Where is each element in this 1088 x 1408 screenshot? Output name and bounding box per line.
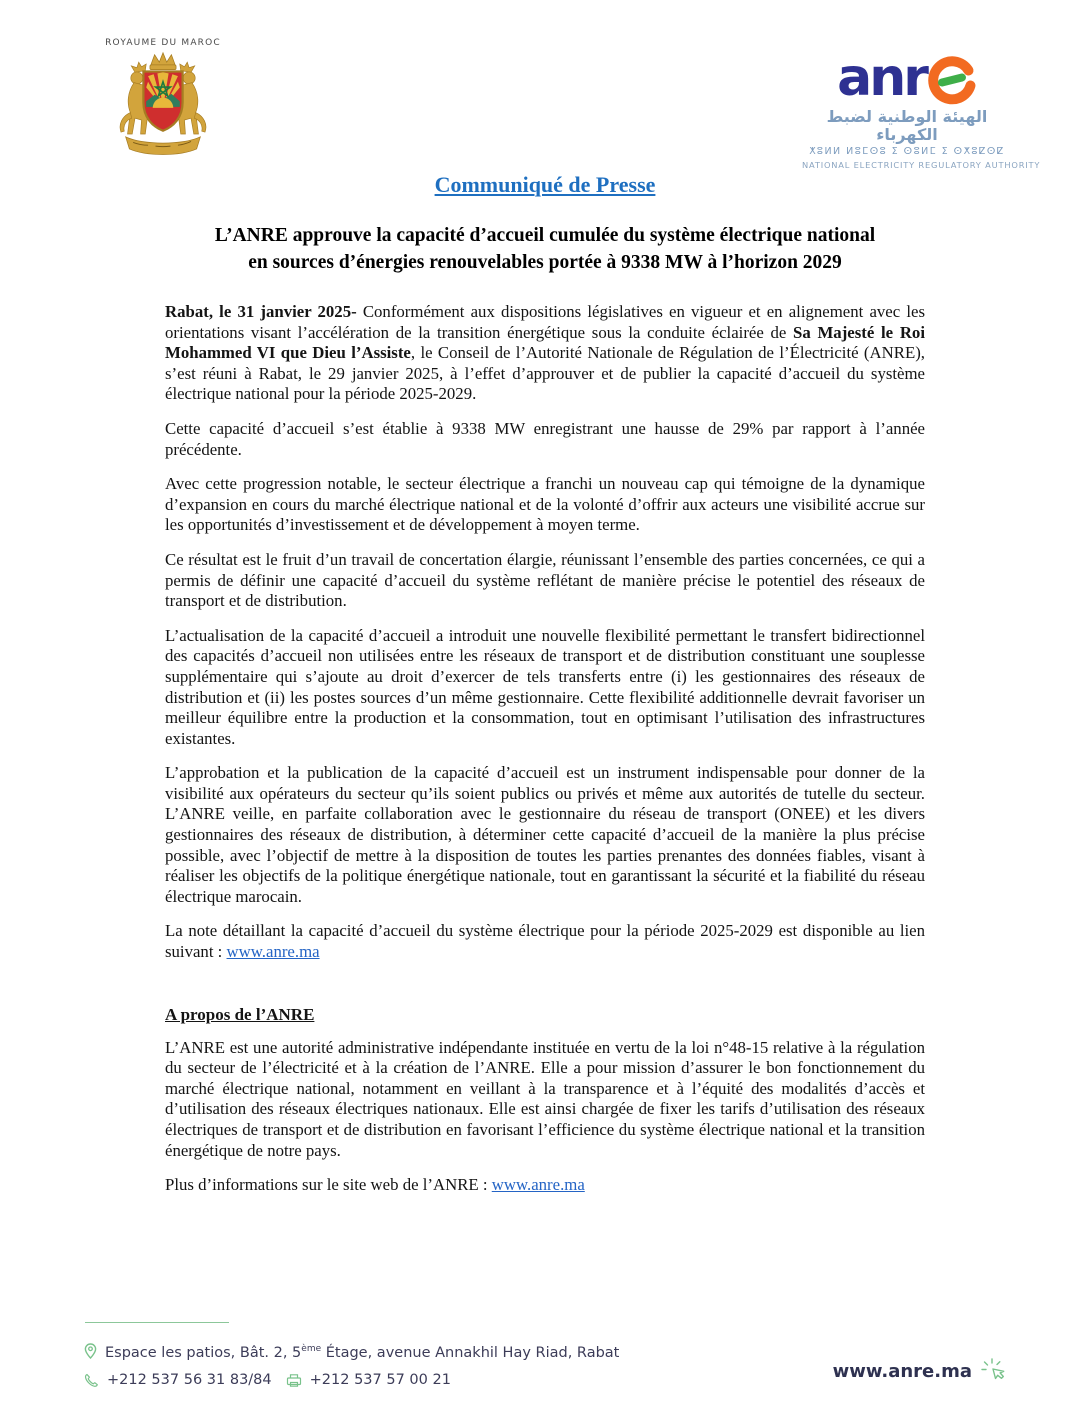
paragraph-note [165,921,925,962]
footer-phone: +212 537 56 31 83/84 [107,1371,272,1388]
footer-website: www.anre.ma [832,1360,972,1382]
paragraph-concertation: Ce résultat est le fruit d’un travail de concertation élargie, réunissant l’ensemble des parties concernées, ce qui a permis de définir une capacité d’accueil du système reflétant de manière précise le potentiel des réseaux de transport et de distribution. [165,549,925,611]
phone-icon [84,1373,99,1388]
about-heading: A propos de l’ANRE [165,1004,315,1024]
anre-wordmark: anr [837,48,926,108]
anre-e-icon [927,55,977,105]
paragraph-progression: Avec cette progression notable, le secteur électrique a franchi un nouveau cap qui témoigne de la dynamique d’expansion en cours du marché électrique national et de la volonté d’offrir aux acteurs une visibilité accrue sur les opportunités d’investissement et de développement à moyen terme. [165,474,925,535]
kingdom-crest-block [98,38,228,162]
headline [165,222,925,276]
paragraph-more-info [165,1175,925,1196]
paragraph-intro [165,302,925,405]
footer [0,1322,1088,1408]
footer-fax: +212 537 57 00 21 [309,1371,451,1388]
paragraph-note-text: La note détaillant la capacité d’accueil du système électrique pour la période 2025-2029 est disponible au lien suivant : [165,921,925,962]
anre-tifinagh-name: ⵅⵓⵍⵍ ⵍⵓⵎⵙⵓ ⵉ ⵙⵓⵍⵎ ⵉ ⵙⵅⵓⵇⵙⵇ [809,146,1005,157]
headline-line2: en sources d’énergies renouvelables portée à 9338 MW à l’horizon 2029 [248,252,842,273]
anre-logo [802,48,1041,170]
footer-address-row [84,1336,619,1367]
document-title: Communiqué de Presse [434,172,656,197]
headline-line1: L’ANRE approuve la capacité d’accueil cumulée du système électrique national [214,225,876,246]
location-pin-icon [84,1343,97,1359]
paragraph-about: L’ANRE est une autorité administrative indépendante instituée en vertu de la loi n°48-15 relative à la régulation du secteur de l’électricité et à la création de l’ANRE. Elle a pour mission d’assurer le bon fonctionnement du marché électrique national, notamment en veillant à la transparence et à l’équité des modalités d’accès et d’utilisation des réseaux électriques nationaux. Elle est ainsi chargée de fixer les tarifs d’utilisation des réseaux électriques de transport et de distribution en favorisant l’efficience du système électrique national et la transition énergétique de notre pays. [165,1037,925,1160]
paragraph-intro-text-2: , le Conseil de l’Autorité Nationale de Régulation de l’Électricité (ANRE), s’est réuni à Rabat, le 29 janvier 2025, à l’effet d’approuver et de publier la capacité d’accueil du système électrique national pour la période 2025-2029. [165,343,925,404]
anre-arabic-name: الهيئة الوطنية لضبط الكهرباء [826,107,988,144]
kingdom-label: ROYAUME DU MAROC [105,38,221,48]
more-info-text: Plus d’informations sur le site web de l’ANRE : [165,1175,492,1195]
morocco-coat-of-arms-icon [107,50,219,162]
fax-icon [286,1373,302,1388]
anre-website-link-2[interactable]: www.anre.ma [491,1175,585,1195]
footer-website-block [833,1356,1010,1386]
document-body [165,172,925,1210]
royal-mention: Sa Majesté le Roi Mohammed VI que Dieu l’Assiste [165,322,925,363]
paragraph-flexibilite: L’actualisation de la capacité d’accueil a introduit une nouvelle flexibilité permettant le transfert bidirectionnel des capacités d’accueil non utilisées entre les réseaux de transport et de distribution constituant une souplesse supplémentaire qui s’ajoute au droit d’exercer de tels transferts entre (i) les gestionnaires des réseaux de distribution et (ii) les postes sources d’un même gestionnaire. Cette flexibilité additionnelle devrait favoriser un meilleur équilibre entre la production et la consommation, tout en optimisant l’utilisation des infrastructures existantes. [165,625,925,748]
paragraph-capacity: Cette capacité d’accueil s’est établie à 9338 MW enregistrant une hausse de 29% par rapport à l’année précédente. [165,418,925,459]
paragraph-intro-text-1: Conformément aux dispositions législatives en vigueur et en alignement avec les orientations visant l’accélération de la transition énergétique sous la conduite éclairée de [165,302,925,342]
paragraph-approbation: L’approbation et la publication de la capacité d’accueil est un instrument indispensable pour donner de la visibilité aux opérateurs du secteur qu’ils soient publics ou privés et même aux autorités de tutelle du secteur. L’ANRE veille, en parfaite collaboration avec le gestionnaire du réseau de transport (ONEE) et les divers gestionnaires des réseaux de distribution, à déterminer cette capacité d’accueil de la manière la plus précise possible, avec l’objectif de mettre à la disposition de toutes les parties prenantes des données fiables, visant à réaliser les objectifs de la politique énergétique nationale, tout en garantissant la sécurité et la fiabilité du réseau électrique marocain. [165,763,925,906]
footer-address: Espace les patios, Bât. 2, 5ème Étage, avenue Annakhil Hay Riad, Rabat [105,1344,620,1361]
anre-website-link[interactable]: www.anre.ma [226,942,320,962]
click-hand-icon [980,1356,1010,1386]
footer-phone-row [84,1367,619,1394]
anre-english-name: NATIONAL ELECTRICITY REGULATORY AUTHORITY [802,160,1041,170]
footer-contact-block [84,1336,619,1394]
footer-divider [85,1322,229,1323]
dateline: Rabat, le 31 janvier 2025- [165,302,357,321]
